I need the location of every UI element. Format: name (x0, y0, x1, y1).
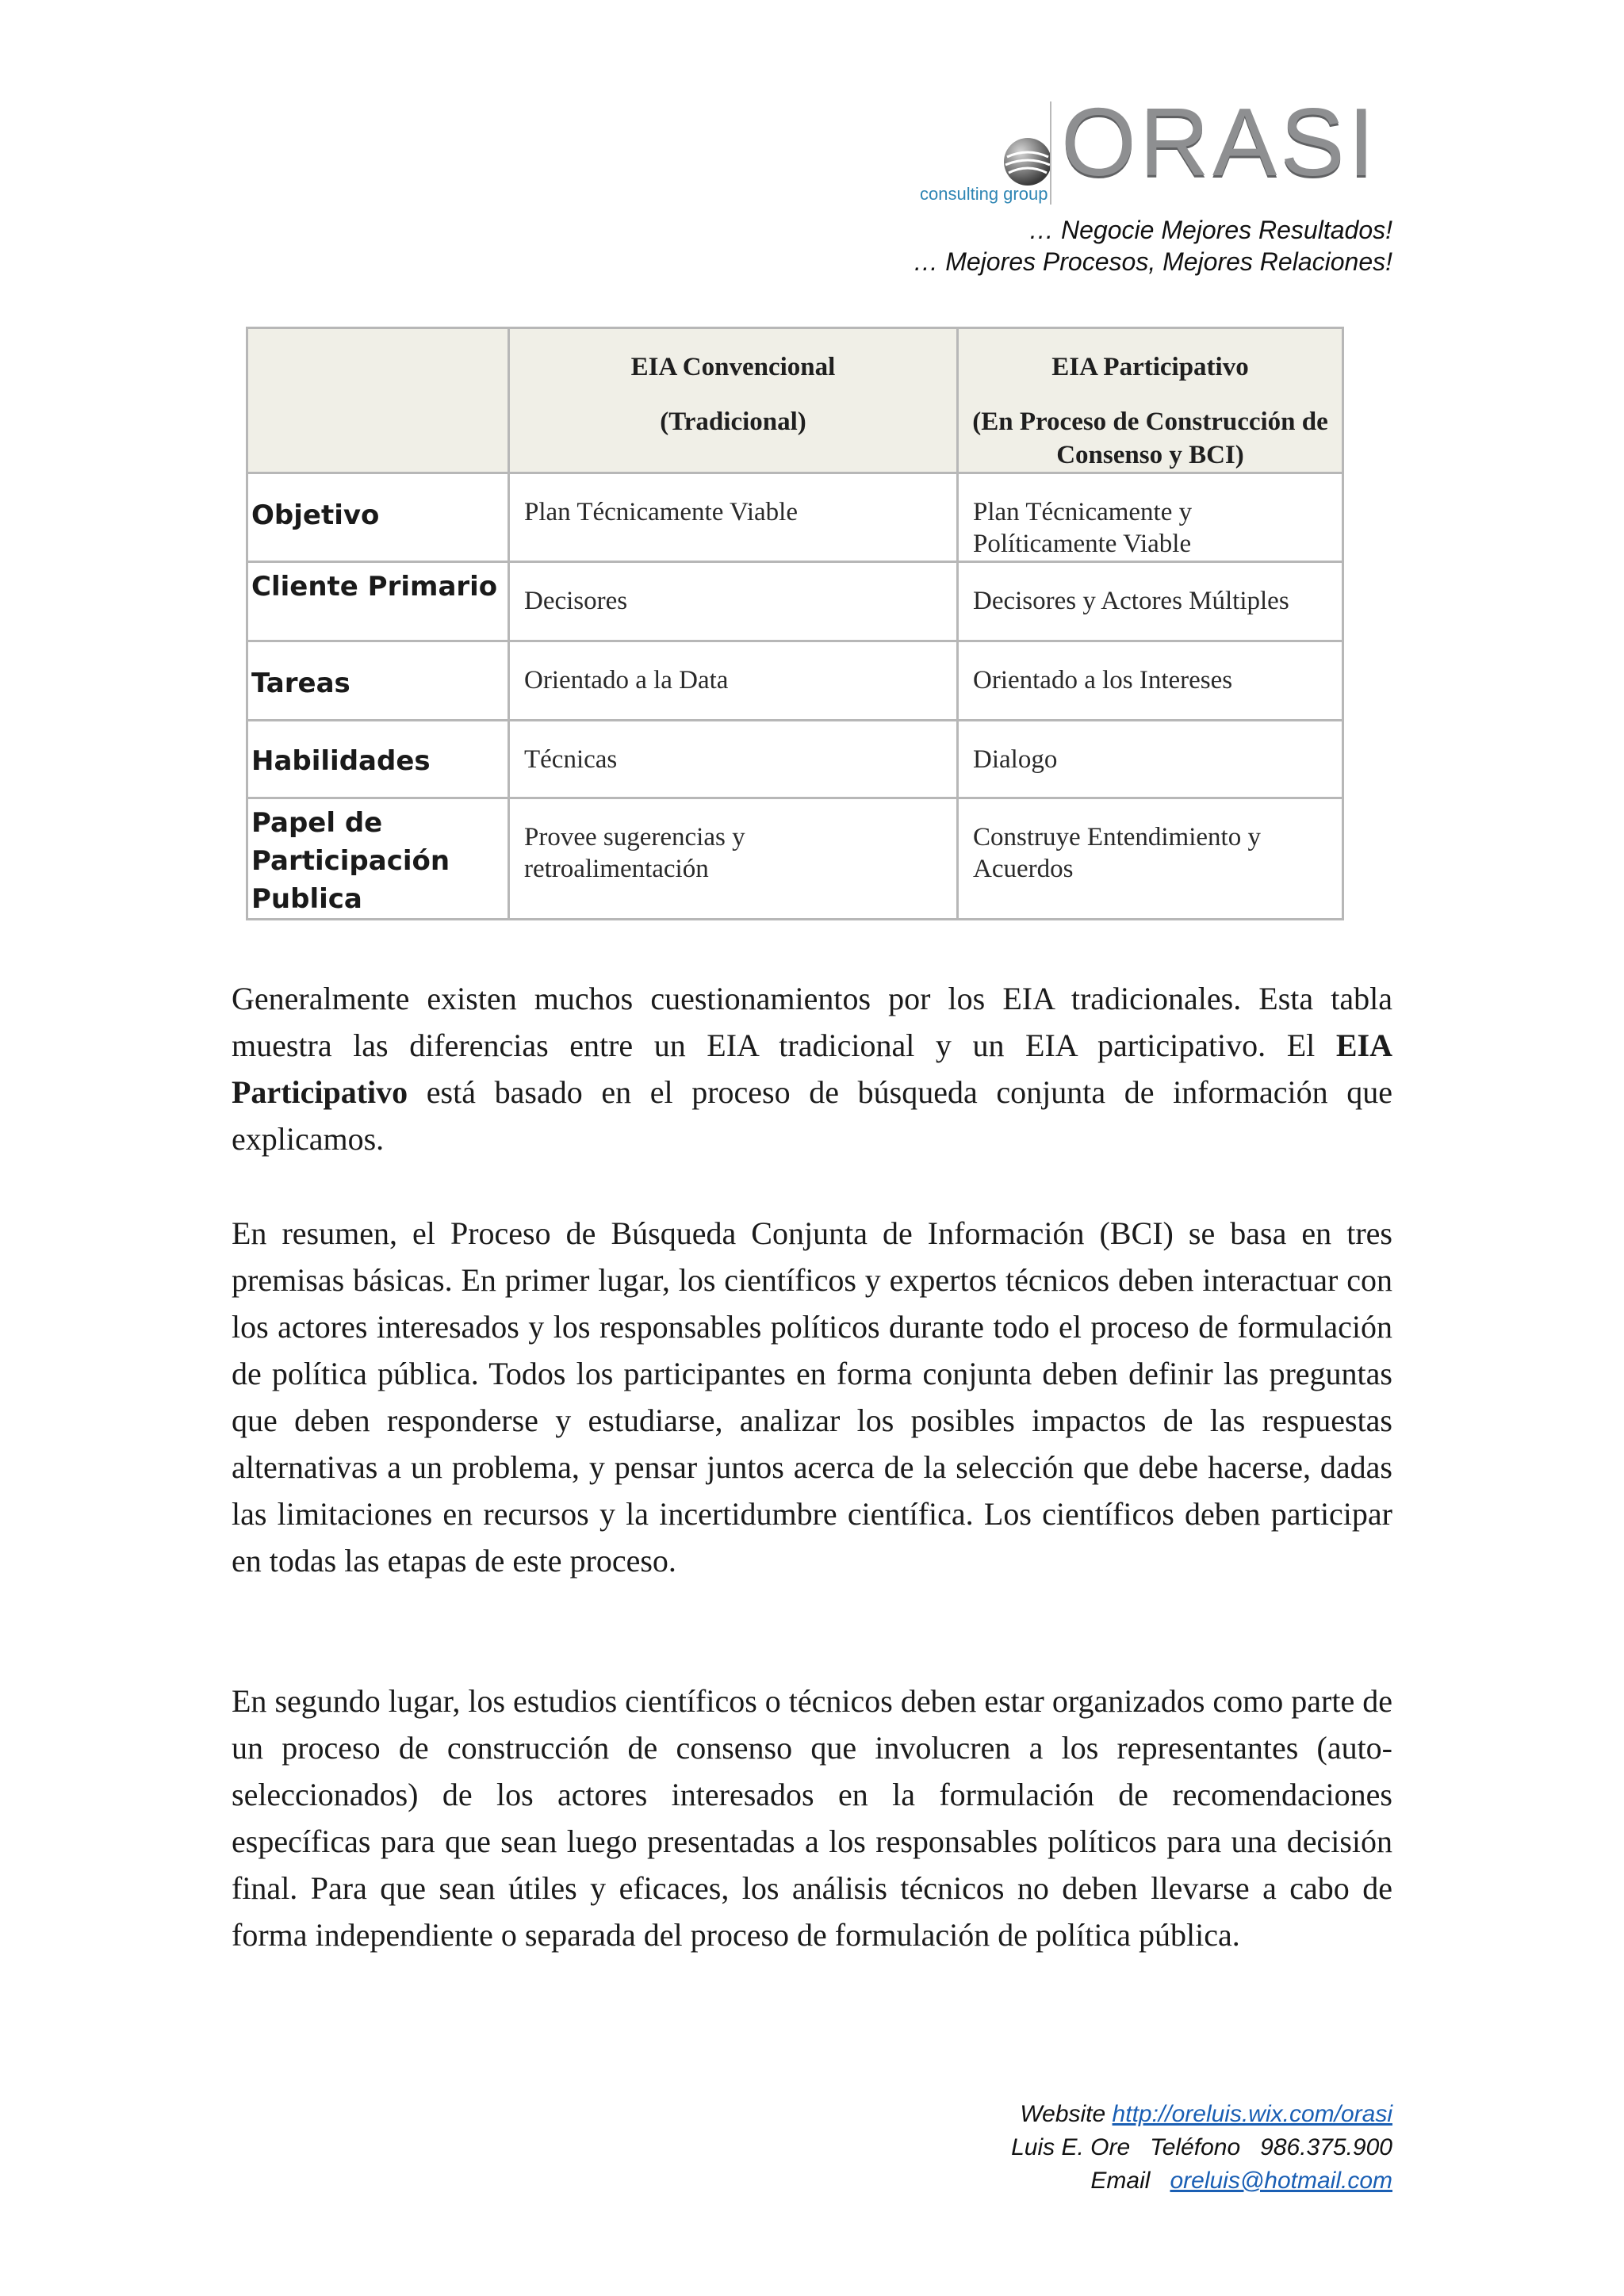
cell-participatory: Construye Entendimiento y Acuerdos (958, 798, 1343, 920)
cell-conventional: Técnicas (509, 721, 958, 798)
cell-participatory: Plan Técnicamente y Políticamente Viable (958, 473, 1343, 562)
header-conventional-title: EIA Convencional (630, 353, 836, 381)
orasi-logo (920, 88, 1396, 212)
row-label: Objetivo (247, 473, 509, 562)
cell-conventional: Provee sugerencias y retroalimentación (509, 798, 958, 920)
comparison-table (246, 327, 1344, 920)
cell-participatory: Decisores y Actores Múltiples (958, 562, 1343, 641)
paragraph-1-end: está basado en el proceso de búsqueda conjunta de información que explicamos. (232, 1074, 1392, 1157)
paragraph-3: En segundo lugar, los estudios científicos o técnicos deben estar organizados como parte de un proceso de construcción de consenso que involucren a los representantes (auto-seleccionados) de los actores interesados en la formulación de recomendaciones específicas para que sean luego presentadas a los responsables políticos para una decisión final. Para que sean útiles y eficaces, los análisis técnicos no deben llevarse a cabo de forma independiente o separada del proceso de formulación de política pública. (232, 1683, 1392, 1953)
footer-website (1020, 2101, 1392, 2128)
header-participatory-title: EIA Participativo (1051, 353, 1249, 381)
tagline-2: … Mejores Procesos, Mejores Relaciones! (913, 247, 1392, 276)
header-cell-participatory (958, 328, 1343, 473)
header-cell-conventional (509, 328, 958, 473)
row-label: Habilidades (247, 721, 509, 798)
header-cell-empty (247, 328, 509, 473)
logo-divider (1050, 101, 1051, 205)
cell-participatory: Dialogo (958, 721, 1343, 798)
cell-participatory: Orientado a los Intereses (958, 641, 1343, 721)
table-row (247, 721, 1343, 798)
footer-email-label: Email (1090, 2168, 1170, 2194)
website-link[interactable]: http://oreluis.wix.com/orasi (1112, 2101, 1392, 2127)
email-link[interactable]: oreluis@hotmail.com (1170, 2168, 1392, 2194)
footer-email (1090, 2168, 1392, 2195)
row-label: Cliente Primario (247, 562, 509, 641)
header-conventional-subtitle: (Tradicional) (660, 408, 806, 436)
cell-conventional: Decisores (509, 562, 958, 641)
table-row (247, 473, 1343, 562)
footer-contact: Luis E. Ore Teléfono 986.375.900 (1011, 2134, 1392, 2160)
paragraph-2: En resumen, el Proceso de Búsqueda Conjunta de Información (BCI) se basa en tres premisas básicas. En primer lugar, los científicos y expertos técnicos deben interactuar con los actores interesados y los responsables políticos durante todo el proceso de formulación de política pública. Todos los participantes en forma conjunta deben definir las preguntas que deben responderse y estudiarse, analizar los posibles impactos de las respuestas alternativas a un problema, y pensar juntos acerca de la selección que debe hacerse, dadas las limitaciones en recursos y la incertidumbre científica. Los científicos deben participar en todas las etapas de este proceso. (232, 1215, 1392, 1578)
cell-conventional: Orientado a la Data (509, 641, 958, 721)
table-row (247, 562, 1343, 641)
paragraph-1 (232, 975, 1392, 1162)
logo-subtitle: consulting group (920, 184, 1048, 204)
logo-wordmark: ORASI (1061, 88, 1378, 196)
globe-icon (999, 133, 1056, 190)
tagline-1: … Negocie Mejores Resultados! (1028, 216, 1392, 244)
paragraph-1-start: Generalmente existen muchos cuestionamientos por los EIA tradicionales. Esta tabla muestra las diferencias entre un EIA tradicional y un EIA participativo. El (232, 981, 1392, 1063)
footer-website-label: Website (1020, 2101, 1113, 2127)
table-row (247, 641, 1343, 721)
row-label: Tareas (247, 641, 509, 721)
header-participatory-subtitle: (En Proceso de Construcción de Consenso y BCI) (972, 408, 1328, 469)
table-row (247, 798, 1343, 920)
cell-conventional: Plan Técnicamente Viable (509, 473, 958, 562)
row-label: Papel de Participación Publica (247, 798, 509, 920)
paragraph-1-bold: EIA Participativo (232, 1027, 1392, 1110)
table-header-row (247, 328, 1343, 473)
